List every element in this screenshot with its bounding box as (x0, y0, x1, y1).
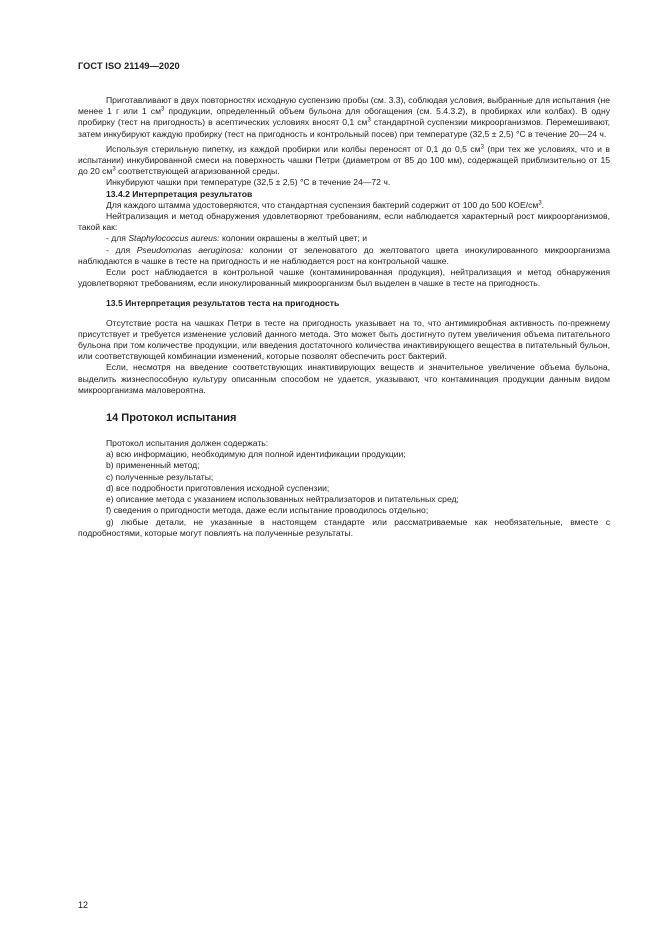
list-item: a) всю информацию, необходимую для полной идентификации продукции; (106, 449, 406, 460)
document-header: ГОСТ ISO 21149—2020 (78, 61, 180, 71)
paragraph-no-growth: Отсутствие роста на чашках Петри в тесте на пригодность указывает на то, что антимикробная активность по-прежнему присутствует и требуется изменение условий данного метода. Это может быть достигнуто путем увеличения объема питательного бульона при том количестве продукции, или введения достаточного количества инактивирующего вещества в питательный бульон, или соответствующей комбинации изменений, которые позволят обеспечить рост бактерий. (78, 317, 610, 362)
section-heading-13-5: 13.5 Интерпретация результатов теста на пригодность (106, 298, 340, 309)
subsection-heading-13-4-2: 13.4.2 Интерпретация результатов (106, 188, 253, 199)
paragraph-suspension-prep: Приготавливают в двух повторностях исходную суспензию пробы (см. 3.3), соблюдая условия, выбранные для испытания (не менее 1 г или 1 $см^3$ продукции, определенный объем бульона для обогащения (см. 5.4.3.2), в пробирках или колбах). В одну пробирку (тест на пригодность) в асептических условиях вносят 0,1 $см^3$ стандартной суспензии микроорганизмов. Перемешивают, затем инкубируют каждую пробирку (тест на пригодность и контрольный посев) при температуре (32,5 ± 2,5) °С в течение 20—24 ч. (78, 95, 610, 139)
list-item: b) примененный метод; (106, 460, 200, 471)
paragraph-pipette-transfer: Используя стерильную пипетку, из каждой пробирки или колбы переносят от 0,1 до 0,5 $см^3$ (при тех же условиях, что и в испытании) инкубированной смеси на поверхность чашки Петри (диаметром от 85 до 100 мм), содержащей приблизительно от 15 до 20 $см^3$ соответствующей агаризованной среды. (78, 143, 610, 177)
page-number: 12 (78, 900, 89, 910)
paragraph-strain-check: Для каждого штамма удостоверяются, что стандартная суспензия бактерий содержит от 100 до 500 КОЕ/$см^3$. (106, 199, 545, 210)
section-heading-14: 14 Протокол испытания (106, 412, 237, 425)
list-item: f) сведения о пригодности метода, даже если испытание проводилось отдельно; (106, 505, 429, 516)
paragraph-incubation: Инкубируют чашки при температуре (32,5 ± 2,5) °С в течение 24—72 ч. (106, 177, 391, 188)
paragraph-control-growth: Если рост наблюдается в контрольной чашке (контаминированная продукция), нейтрализация и метод обнаружения удовлетворяют требованиям, если инокулированный микроорганизм был выделен в чашке в тесте на пригодность. (78, 267, 610, 289)
list-item: c) полученные результаты; (106, 471, 214, 482)
list-item-staphylococcus: - для Staphylococcus aureus: колонии окрашены в желтый цвет; и (106, 233, 368, 244)
list-item: e) описание метода с указанием использованных нейтрализаторов и питательных сред; (106, 494, 459, 505)
paragraph-report-intro: Протокол испытания должен содержать: (106, 438, 269, 449)
document-body (78, 95, 610, 539)
paragraph-neutralization: Нейтрализация и метод обнаружения удовлетворяют требованиям, если наблюдается характерный рост микроорганизмов, такой как: (78, 211, 610, 233)
list-item: d) все подробности приготовления исходной суспензии; (106, 482, 330, 493)
list-item-pseudomonas: - для Pseudomonas aeruginosa: колонии от зеленоватого до желтоватого цвета инокулированного микроорганизма наблюдаются в чашке в тесте на пригодность и не наблюдается рост на контрольной чашке. (78, 244, 610, 266)
list-item-g: g) любые детали, не указанные в настоящем стандарте или рассматриваемые как необязательные, вместе с подробностями, которые могут повлиять на полученные результаты. (78, 516, 610, 538)
paragraph-unlikely-contamination: Если, несмотря на введение соответствующих инактивирующих веществ и значительное увеличение объема бульона, выделить жизнеспособную культуру описанным способом не удается, указывают, что контаминация продукции данным видом микроорганизма маловероятна. (78, 362, 610, 395)
